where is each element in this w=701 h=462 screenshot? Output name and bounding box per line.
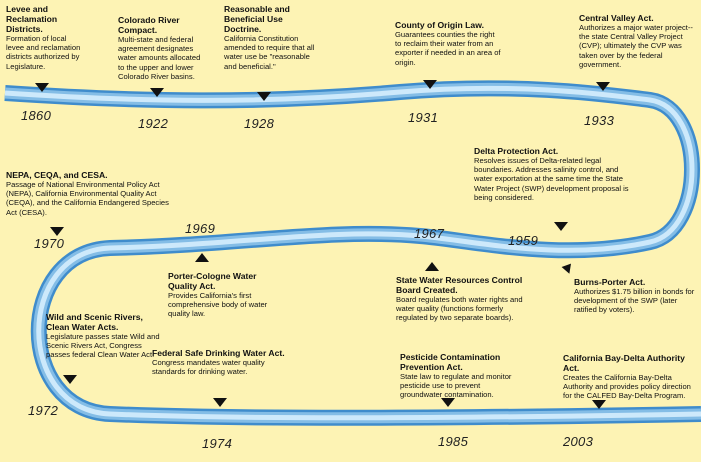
year-2003: 2003	[563, 434, 594, 449]
year-1928: 1928	[244, 116, 275, 131]
event-desc: Authorizes a major water project--the state Central Valley Project (CVP); ultimately the CVP was taken over by the federal government.	[579, 23, 693, 69]
event-cvp	[579, 13, 695, 69]
event-desc: California Constitution amended to require that all water use be "reasonable and beneficial."	[224, 34, 315, 71]
event-desc: Legislature passes state Wild and Scenic Rivers Act, Congress passes federal Clean Water Act.	[46, 332, 160, 360]
event-title: Levee and Reclamation Districts.	[6, 4, 58, 34]
event-desc: Provides California's first comprehensive body of water quality law.	[168, 291, 268, 319]
year-1974: 1974	[202, 436, 233, 451]
arrow-swrcb	[425, 262, 439, 271]
event-safe	[152, 348, 292, 376]
year-1922: 1922	[138, 116, 169, 131]
event-title: Delta Protection Act.	[474, 146, 559, 156]
event-porter	[168, 271, 278, 319]
event-title: Central Valley Act.	[579, 13, 654, 23]
event-desc: State law to regulate and monitor pesticide use to prevent groundwater contamination.	[400, 372, 512, 400]
event-swrcb	[396, 275, 532, 323]
event-title: Pesticide Contamination Prevention Act.	[400, 352, 501, 372]
year-1959: 1959	[508, 233, 539, 248]
event-desc: Resolves issues of Delta-related legal boundaries. Addresses salinity control, and water exportation at the same time the State Water Project (SWP) development proposal is being considered.	[474, 156, 629, 202]
arrow-burns	[562, 264, 574, 276]
event-title: California Bay-Delta Authority Act.	[563, 353, 685, 373]
event-delta	[474, 146, 636, 202]
event-title: Porter-Cologne Water Quality Act.	[168, 271, 257, 291]
event-reasonable	[224, 4, 316, 71]
event-colorado	[118, 15, 208, 81]
event-title: County of Origin Law.	[395, 20, 484, 30]
event-title: Federal Safe Drinking Water Act.	[152, 348, 285, 358]
arrow-delta	[554, 222, 568, 231]
event-desc: Guarantees counties the right to reclaim their water from an exporter if needed in an area of origin.	[395, 30, 501, 67]
year-1967: 1967	[414, 226, 445, 241]
arrow-wild	[63, 375, 77, 384]
event-burns	[574, 277, 698, 315]
event-title: State Water Resources Control Board Created.	[396, 275, 523, 295]
year-1931: 1931	[408, 110, 439, 125]
year-1933: 1933	[584, 113, 615, 128]
event-baydelta	[563, 353, 695, 401]
year-1970: 1970	[34, 236, 65, 251]
event-pesticide	[400, 352, 524, 400]
event-title: Reasonable and Beneficial Use Doctrine.	[224, 4, 290, 34]
event-desc: Multi-state and federal agreement designates water amounts allocated to the upper and lower Colorado River basins.	[118, 35, 201, 81]
year-1972: 1972	[28, 403, 59, 418]
event-title: Colorado River Compact.	[118, 15, 180, 35]
event-desc: Board regulates both water rights and water quality (functions formerly regulated by two separate boards).	[396, 295, 523, 323]
event-desc: Congress mandates water quality standards for drinking water.	[152, 358, 265, 377]
event-nepa	[6, 170, 181, 217]
event-desc: Creates the California Bay-Delta Authority and provides policy direction for the CALFED Bay-Delta Program.	[563, 373, 691, 401]
year-1860: 1860	[21, 108, 52, 123]
event-county	[395, 20, 501, 67]
arrow-nepa	[50, 227, 64, 236]
event-desc: Formation of local levee and reclamation districts authorized by Legislature.	[6, 34, 81, 71]
event-title: Burns-Porter Act.	[574, 277, 646, 287]
event-wild	[46, 312, 164, 360]
arrow-porter	[195, 253, 209, 262]
year-1985: 1985	[438, 434, 469, 449]
event-title: NEPA, CEQA, and CESA.	[6, 170, 108, 180]
event-desc: Authorizes $1.75 billion in bonds for development of the SWP (later ratified by voters).	[574, 287, 695, 315]
event-levee	[6, 4, 86, 71]
year-1969: 1969	[185, 221, 216, 236]
event-desc: Passage of National Environmental Policy Act (NEPA), California Environmental Quality Act (CEQA), and the California Endangered Species Act (CESA).	[6, 180, 169, 217]
arrow-safe	[213, 398, 227, 407]
event-title: Wild and Scenic Rivers, Clean Water Acts.	[46, 312, 143, 332]
